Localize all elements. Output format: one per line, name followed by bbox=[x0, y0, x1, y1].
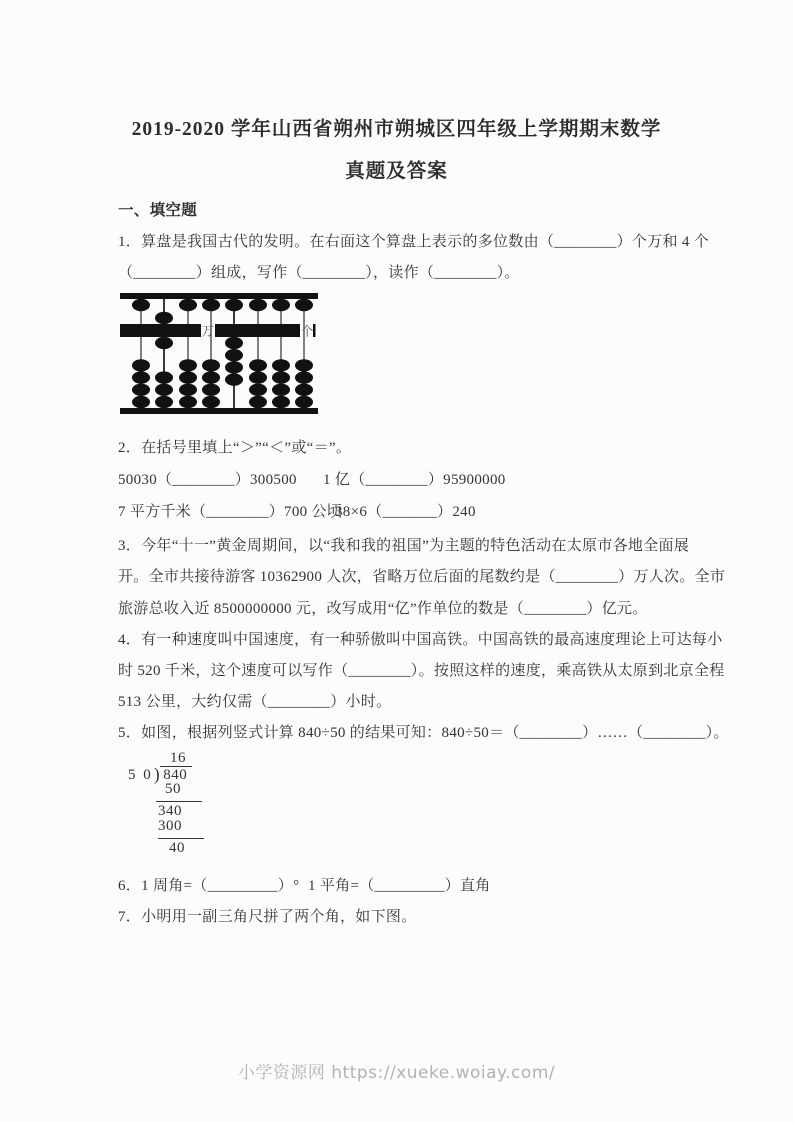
page-title-line1: 2019-2020 学年山西省朔州市朔城区四年级上学期期末数学 bbox=[131, 119, 662, 141]
page-title bbox=[0, 109, 793, 193]
q1-line2: （________）组成，写作（________），读作（________）。 bbox=[118, 265, 520, 281]
abacus-wan-label: 万 bbox=[201, 324, 215, 339]
division-step1: 50 bbox=[165, 781, 181, 797]
q1-line1: 1．算盘是我国古代的发明。在右面这个算盘上表示的多位数由（________）个万和 4 个 bbox=[118, 234, 710, 250]
division-main-row bbox=[121, 763, 204, 784]
abacus-bottom-frame bbox=[120, 408, 318, 414]
division-step2: 340 bbox=[158, 802, 182, 819]
division-quotient: 16 bbox=[170, 750, 186, 766]
q3-line3: 旅游总收入近 8500000000 元，改写成用“亿”作单位的数是（________）亿元。 bbox=[118, 601, 648, 617]
q5-line1: 5．如图，根据列竖式计算 840÷50 的结果可知：840÷50＝（________）……（________）。 bbox=[118, 725, 729, 741]
q2-row1-left: 50030（________）300500 bbox=[118, 472, 297, 488]
q6-part1: 6．1 周角=（_________）° bbox=[118, 878, 300, 894]
abacus-ge-label: 个 bbox=[301, 324, 314, 339]
q2-line1: 2．在括号里填上“＞”“＜”或“＝”。 bbox=[118, 440, 352, 456]
division-divisor: 5 0 bbox=[128, 766, 153, 783]
division-step3: 300 bbox=[158, 818, 182, 834]
q7-line1: 7．小明用一副三角尺拼了两个角，如下图。 bbox=[118, 909, 417, 925]
q3-line2: 开。全市共接待游客 10362900 人次，省略万位后面的尾数约是（________）万人次。全市 bbox=[118, 569, 726, 585]
abacus-beads bbox=[132, 299, 313, 408]
division-rule2 bbox=[158, 838, 204, 839]
abacus-top-frame bbox=[120, 293, 318, 299]
q2-row2-left: 7 平方千米（________）700 公顷 bbox=[118, 504, 343, 520]
page-title-line2: 真题及答案 bbox=[345, 161, 448, 183]
division-dividend: 840 bbox=[160, 766, 192, 783]
q4-line2: 时 520 千米，这个速度可以写作（________）。按照这样的速度，乘高铁从太原到北京全程 bbox=[118, 663, 725, 679]
long-division-figure bbox=[121, 751, 204, 856]
abacus-beam-right bbox=[215, 324, 300, 337]
division-rule1 bbox=[156, 801, 202, 802]
site-footer: 小学资源网 https://xueke.woiay.com/ bbox=[237, 1063, 556, 1083]
q6-part2: 1 平角=（_________）直角 bbox=[308, 878, 491, 894]
abacus-figure bbox=[119, 291, 319, 417]
q2-row2-right: 38×6（_______）240 bbox=[335, 504, 476, 520]
q3-line1: 3．今年“十一”黄金周期间，以“我和我的祖国”为主题的特色活动在太原市各地全面展 bbox=[118, 538, 690, 554]
abacus-beam-left bbox=[120, 324, 201, 337]
q2-row1-right: 1 亿（________）95900000 bbox=[323, 472, 506, 488]
division-remainder: 40 bbox=[169, 839, 185, 856]
q4-line1: 4．有一种速度叫中国速度，有一种骄傲叫中国高铁。中国高铁的最高速度理论上可达每小 bbox=[118, 632, 723, 648]
q4-line3: 513 公里，大约仅需（________）小时。 bbox=[118, 694, 392, 710]
section-heading-fill-in: 一、填空题 bbox=[118, 202, 198, 219]
division-bracket: ) bbox=[153, 763, 161, 784]
